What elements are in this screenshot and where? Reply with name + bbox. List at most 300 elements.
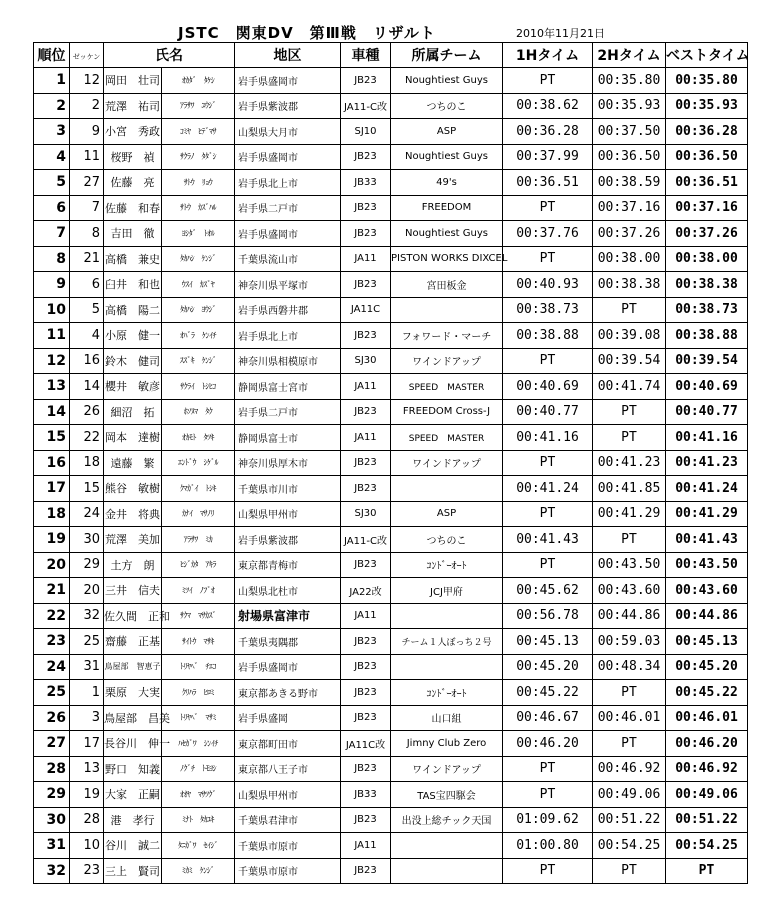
number-cell: 30 bbox=[70, 527, 104, 553]
number-cell: 25 bbox=[70, 629, 104, 655]
time1-cell: 00:36.28 bbox=[503, 119, 593, 145]
table-row bbox=[34, 425, 748, 451]
name-cell: 臼井 和也 bbox=[104, 272, 162, 298]
kana-cell: ﾉｸﾞﾁ ﾄﾓﾖｼ bbox=[162, 756, 235, 782]
area-cell: 岩手県盛岡市 bbox=[235, 654, 341, 680]
table-row bbox=[34, 782, 748, 808]
time2-cell: PT bbox=[593, 425, 666, 451]
results-body bbox=[34, 68, 748, 884]
time2-cell: 00:54.25 bbox=[593, 833, 666, 859]
position-cell: 21 bbox=[34, 578, 70, 604]
name-cell: 荒澤 祐司 bbox=[104, 93, 162, 119]
area-cell: 東京都町田市 bbox=[235, 731, 341, 757]
position-cell: 22 bbox=[34, 603, 70, 629]
best-time-cell: 00:38.38 bbox=[666, 272, 748, 298]
car-cell: JA11 bbox=[341, 603, 391, 629]
area-cell: 岩手県北上市 bbox=[235, 170, 341, 196]
table-row bbox=[34, 119, 748, 145]
number-cell: 29 bbox=[70, 552, 104, 578]
time1-cell: 00:38.73 bbox=[503, 297, 593, 323]
table-row bbox=[34, 374, 748, 400]
name-cell: 桜野 禎 bbox=[104, 144, 162, 170]
position-cell: 13 bbox=[34, 374, 70, 400]
table-row bbox=[34, 246, 748, 272]
time2-cell: 00:59.03 bbox=[593, 629, 666, 655]
kana-cell: ｴﾝﾄﾞｳ ｼｹﾞﾙ bbox=[162, 450, 235, 476]
time1-cell: 00:36.51 bbox=[503, 170, 593, 196]
area-cell: 岩手県西磐井郡 bbox=[235, 297, 341, 323]
car-cell: JB23 bbox=[341, 680, 391, 706]
time1-cell: 00:46.20 bbox=[503, 731, 593, 757]
name-cell: 野口 知義 bbox=[104, 756, 162, 782]
name-cell: 佐久間 正和 bbox=[104, 603, 162, 629]
name-cell: 岡本 達樹 bbox=[104, 425, 162, 451]
table-row bbox=[34, 348, 748, 374]
best-time-cell: 00:41.24 bbox=[666, 476, 748, 502]
time2-cell: 00:41.85 bbox=[593, 476, 666, 502]
header-row bbox=[34, 43, 748, 68]
time2-cell: 00:49.06 bbox=[593, 782, 666, 808]
time1-cell: PT bbox=[503, 246, 593, 272]
best-time-cell: 00:41.43 bbox=[666, 527, 748, 553]
position-cell: 6 bbox=[34, 195, 70, 221]
table-row bbox=[34, 68, 748, 94]
team-cell: ASP bbox=[391, 119, 503, 145]
car-cell: JB23 bbox=[341, 221, 391, 247]
area-cell: 山梨県大月市 bbox=[235, 119, 341, 145]
position-cell: 19 bbox=[34, 527, 70, 553]
time1-cell: PT bbox=[503, 348, 593, 374]
best-time-cell: 00:51.22 bbox=[666, 807, 748, 833]
team-cell: 宮田板金 bbox=[391, 272, 503, 298]
team-cell: TAS宝四駆会 bbox=[391, 782, 503, 808]
col-num-header-label: ゼッケン bbox=[72, 53, 101, 61]
time1-cell: 00:38.88 bbox=[503, 323, 593, 349]
team-cell bbox=[391, 833, 503, 859]
time1-cell: 01:00.80 bbox=[503, 833, 593, 859]
position-cell: 4 bbox=[34, 144, 70, 170]
time2-cell: 00:46.92 bbox=[593, 756, 666, 782]
area-cell: 静岡県富士宮市 bbox=[235, 374, 341, 400]
time1-cell: PT bbox=[503, 501, 593, 527]
best-time-cell: 00:40.69 bbox=[666, 374, 748, 400]
kana-cell: ｺﾐﾔ ﾋﾃﾞﾏｻ bbox=[162, 119, 235, 145]
best-time-cell: 00:45.20 bbox=[666, 654, 748, 680]
team-cell: Jimny Club Zero bbox=[391, 731, 503, 757]
best-time-cell: 00:54.25 bbox=[666, 833, 748, 859]
number-cell: 31 bbox=[70, 654, 104, 680]
table-row bbox=[34, 552, 748, 578]
time1-cell: 00:37.76 bbox=[503, 221, 593, 247]
team-cell: ワインドアップ bbox=[391, 450, 503, 476]
car-cell: SJ10 bbox=[341, 119, 391, 145]
time2-cell: 00:39.54 bbox=[593, 348, 666, 374]
best-time-cell: 00:38.88 bbox=[666, 323, 748, 349]
kana-cell: ｻｲﾄｳ ﾏｻｷ bbox=[162, 629, 235, 655]
area-cell: 千葉県流山市 bbox=[235, 246, 341, 272]
number-cell: 6 bbox=[70, 272, 104, 298]
team-cell: チーム１人ぼっち２号 bbox=[391, 629, 503, 655]
report-header bbox=[0, 0, 770, 42]
best-time-cell: 00:46.20 bbox=[666, 731, 748, 757]
kana-cell: ﾄﾘﾔﾍﾞ ﾏｻﾐ bbox=[162, 705, 235, 731]
area-cell: 千葉県市川市 bbox=[235, 476, 341, 502]
team-cell bbox=[391, 654, 503, 680]
time2-cell: 00:41.23 bbox=[593, 450, 666, 476]
time1-cell: PT bbox=[503, 552, 593, 578]
best-time-cell: 00:35.80 bbox=[666, 68, 748, 94]
best-time-cell: 00:45.13 bbox=[666, 629, 748, 655]
time2-cell: PT bbox=[593, 527, 666, 553]
area-cell: 岩手県盛岡 bbox=[235, 705, 341, 731]
best-time-cell: PT bbox=[666, 858, 748, 884]
area-cell: 山梨県北杜市 bbox=[235, 578, 341, 604]
table-row bbox=[34, 705, 748, 731]
number-cell: 22 bbox=[70, 425, 104, 451]
kana-cell: ｵﾊﾞﾗ ｹﾝｲﾁ bbox=[162, 323, 235, 349]
position-cell: 18 bbox=[34, 501, 70, 527]
best-time-cell: 00:49.06 bbox=[666, 782, 748, 808]
name-cell: 港 孝行 bbox=[104, 807, 162, 833]
position-cell: 25 bbox=[34, 680, 70, 706]
kana-cell: ｸﾘﾊﾗ ﾋﾛﾐ bbox=[162, 680, 235, 706]
team-cell: ｺﾝﾄﾞｰｵｰﾄ bbox=[391, 552, 503, 578]
time2-cell: 00:38.00 bbox=[593, 246, 666, 272]
team-cell: JCJ甲府 bbox=[391, 578, 503, 604]
kana-cell: ｵｶﾓﾄ ﾀﾂｷ bbox=[162, 425, 235, 451]
car-cell: JA11 bbox=[341, 425, 391, 451]
time1-cell: 01:09.62 bbox=[503, 807, 593, 833]
col-name-header: 氏名 bbox=[104, 43, 235, 68]
table-row bbox=[34, 731, 748, 757]
number-cell: 21 bbox=[70, 246, 104, 272]
team-cell: Noughtiest Guys bbox=[391, 68, 503, 94]
table-row bbox=[34, 297, 748, 323]
kana-cell: ｻｸﾗﾉ ﾀﾀﾞｼ bbox=[162, 144, 235, 170]
car-cell: JA22改 bbox=[341, 578, 391, 604]
position-cell: 31 bbox=[34, 833, 70, 859]
number-cell: 12 bbox=[70, 68, 104, 94]
time1-cell: PT bbox=[503, 858, 593, 884]
name-cell: 細沼 拓 bbox=[104, 399, 162, 425]
car-cell: JA11 bbox=[341, 833, 391, 859]
table-row bbox=[34, 756, 748, 782]
name-cell: 土方 朗 bbox=[104, 552, 162, 578]
number-cell: 16 bbox=[70, 348, 104, 374]
time2-cell: 00:36.50 bbox=[593, 144, 666, 170]
car-cell: JA11 bbox=[341, 374, 391, 400]
best-time-cell: 00:37.26 bbox=[666, 221, 748, 247]
team-cell: FREEDOM Cross-J bbox=[391, 399, 503, 425]
table-row bbox=[34, 807, 748, 833]
kana-cell: ｱﾗｻﾜ ﾐｶ bbox=[162, 527, 235, 553]
col-t2-header: 2Hタイム bbox=[593, 43, 666, 68]
team-cell bbox=[391, 476, 503, 502]
area-cell: 山梨県甲州市 bbox=[235, 501, 341, 527]
area-cell: 岩手県北上市 bbox=[235, 323, 341, 349]
name-cell: 佐藤 亮 bbox=[104, 170, 162, 196]
best-time-cell: 00:39.54 bbox=[666, 348, 748, 374]
name-cell: 熊谷 敏樹 bbox=[104, 476, 162, 502]
time1-cell: PT bbox=[503, 450, 593, 476]
col-num-header bbox=[70, 43, 104, 68]
kana-cell: ﾐﾅﾄ ﾀｶﾕｷ bbox=[162, 807, 235, 833]
kana-cell: ｻﾄｳ ﾘｮｳ bbox=[162, 170, 235, 196]
time1-cell: 00:40.69 bbox=[503, 374, 593, 400]
kana-cell: ｸﾏｶﾞｲ ﾄｼｷ bbox=[162, 476, 235, 502]
number-cell: 2 bbox=[70, 93, 104, 119]
number-cell: 4 bbox=[70, 323, 104, 349]
name-cell: 遠藤 繁 bbox=[104, 450, 162, 476]
time2-cell: PT bbox=[593, 680, 666, 706]
time1-cell: 00:41.16 bbox=[503, 425, 593, 451]
car-cell: JB23 bbox=[341, 654, 391, 680]
area-cell: 岩手県盛岡市 bbox=[235, 144, 341, 170]
position-cell: 20 bbox=[34, 552, 70, 578]
position-cell: 1 bbox=[34, 68, 70, 94]
time2-cell: 00:41.74 bbox=[593, 374, 666, 400]
name-cell: 大家 正嗣 bbox=[104, 782, 162, 808]
position-cell: 7 bbox=[34, 221, 70, 247]
car-cell: JB23 bbox=[341, 399, 391, 425]
area-cell: 東京都八王子市 bbox=[235, 756, 341, 782]
number-cell: 14 bbox=[70, 374, 104, 400]
team-cell bbox=[391, 297, 503, 323]
table-row bbox=[34, 93, 748, 119]
position-cell: 12 bbox=[34, 348, 70, 374]
car-cell: JB33 bbox=[341, 170, 391, 196]
kana-cell: ｻｸﾏ ﾏｻｶｽﾞ bbox=[162, 603, 235, 629]
position-cell: 15 bbox=[34, 425, 70, 451]
best-time-cell: 00:41.23 bbox=[666, 450, 748, 476]
best-time-cell: 00:36.50 bbox=[666, 144, 748, 170]
car-cell: JB33 bbox=[341, 782, 391, 808]
area-cell: 千葉県市原市 bbox=[235, 833, 341, 859]
position-cell: 14 bbox=[34, 399, 70, 425]
table-row bbox=[34, 654, 748, 680]
position-cell: 2 bbox=[34, 93, 70, 119]
area-cell: 山梨県甲州市 bbox=[235, 782, 341, 808]
number-cell: 13 bbox=[70, 756, 104, 782]
team-cell: FREEDOM bbox=[391, 195, 503, 221]
position-cell: 11 bbox=[34, 323, 70, 349]
best-time-cell: 00:44.86 bbox=[666, 603, 748, 629]
number-cell: 7 bbox=[70, 195, 104, 221]
time2-cell: PT bbox=[593, 297, 666, 323]
number-cell: 5 bbox=[70, 297, 104, 323]
name-cell: 鈴木 健司 bbox=[104, 348, 162, 374]
kana-cell: ｵｵﾔ ﾏｻﾂｸﾞ bbox=[162, 782, 235, 808]
car-cell: JA11-C改 bbox=[341, 93, 391, 119]
position-cell: 17 bbox=[34, 476, 70, 502]
team-cell bbox=[391, 858, 503, 884]
time2-cell: 00:38.38 bbox=[593, 272, 666, 298]
number-cell: 32 bbox=[70, 603, 104, 629]
team-cell: つちのこ bbox=[391, 93, 503, 119]
best-time-cell: 00:46.01 bbox=[666, 705, 748, 731]
table-row bbox=[34, 450, 748, 476]
table-row bbox=[34, 170, 748, 196]
time2-cell: 00:48.34 bbox=[593, 654, 666, 680]
number-cell: 24 bbox=[70, 501, 104, 527]
name-cell: 長谷川 伸一 bbox=[104, 731, 162, 757]
name-cell: 三上 賢司 bbox=[104, 858, 162, 884]
name-cell: 佐藤 和春 bbox=[104, 195, 162, 221]
table-row bbox=[34, 527, 748, 553]
car-cell: JA11-C改 bbox=[341, 527, 391, 553]
table-row bbox=[34, 578, 748, 604]
time2-cell: 00:43.50 bbox=[593, 552, 666, 578]
time1-cell: 00:40.93 bbox=[503, 272, 593, 298]
col-team-header: 所属チーム bbox=[391, 43, 503, 68]
col-best-header: ベストタイム bbox=[666, 43, 748, 68]
number-cell: 26 bbox=[70, 399, 104, 425]
time2-cell: 00:35.80 bbox=[593, 68, 666, 94]
car-cell: JA11C bbox=[341, 297, 391, 323]
number-cell: 20 bbox=[70, 578, 104, 604]
area-cell: 射場県富津市 bbox=[235, 603, 341, 629]
number-cell: 27 bbox=[70, 170, 104, 196]
area-cell: 千葉県夷隅郡 bbox=[235, 629, 341, 655]
time1-cell: PT bbox=[503, 195, 593, 221]
number-cell: 17 bbox=[70, 731, 104, 757]
time2-cell: 00:39.08 bbox=[593, 323, 666, 349]
best-time-cell: 00:38.73 bbox=[666, 297, 748, 323]
table-row bbox=[34, 476, 748, 502]
car-cell: JB23 bbox=[341, 323, 391, 349]
time2-cell: 00:37.50 bbox=[593, 119, 666, 145]
team-cell: SPEED MASTER bbox=[391, 425, 503, 451]
kana-cell: ﾄﾘﾔﾍﾞ ﾁｴｺ bbox=[162, 654, 235, 680]
number-cell: 11 bbox=[70, 144, 104, 170]
event-date: 2010年11月21日 bbox=[516, 27, 605, 40]
name-cell: 栗原 大実 bbox=[104, 680, 162, 706]
position-cell: 9 bbox=[34, 272, 70, 298]
time1-cell: 00:46.67 bbox=[503, 705, 593, 731]
name-cell: 岡田 壮司 bbox=[104, 68, 162, 94]
area-cell: 千葉県君津市 bbox=[235, 807, 341, 833]
team-cell: ASP bbox=[391, 501, 503, 527]
time2-cell: PT bbox=[593, 731, 666, 757]
position-cell: 23 bbox=[34, 629, 70, 655]
area-cell: 岩手県二戸市 bbox=[235, 399, 341, 425]
name-cell: 高橋 兼史 bbox=[104, 246, 162, 272]
time2-cell: 00:51.22 bbox=[593, 807, 666, 833]
name-cell: 小宮 秀政 bbox=[104, 119, 162, 145]
car-cell: JB23 bbox=[341, 552, 391, 578]
time2-cell: PT bbox=[593, 858, 666, 884]
time1-cell: 00:45.22 bbox=[503, 680, 593, 706]
kana-cell: ﾎｿﾇﾏ ﾀｸ bbox=[162, 399, 235, 425]
name-cell: 荒澤 美加 bbox=[104, 527, 162, 553]
kana-cell: ﾀﾆｶﾞﾜ ｾｲｼﾞ bbox=[162, 833, 235, 859]
position-cell: 28 bbox=[34, 756, 70, 782]
position-cell: 5 bbox=[34, 170, 70, 196]
area-cell: 岩手県盛岡市 bbox=[235, 68, 341, 94]
time1-cell: 00:38.62 bbox=[503, 93, 593, 119]
time2-cell: PT bbox=[593, 399, 666, 425]
time2-cell: 00:37.16 bbox=[593, 195, 666, 221]
best-time-cell: 00:46.92 bbox=[666, 756, 748, 782]
table-row bbox=[34, 603, 748, 629]
number-cell: 8 bbox=[70, 221, 104, 247]
table-row bbox=[34, 323, 748, 349]
car-cell: JB23 bbox=[341, 68, 391, 94]
kana-cell: ﾊｾｶﾞﾜ ｼﾝｲﾁ bbox=[162, 731, 235, 757]
number-cell: 18 bbox=[70, 450, 104, 476]
number-cell: 10 bbox=[70, 833, 104, 859]
kana-cell: ｻｸﾗｲ ﾄｼﾋｺ bbox=[162, 374, 235, 400]
best-time-cell: 00:36.28 bbox=[666, 119, 748, 145]
best-time-cell: 00:37.16 bbox=[666, 195, 748, 221]
name-cell: 三井 信夫 bbox=[104, 578, 162, 604]
best-time-cell: 00:38.00 bbox=[666, 246, 748, 272]
position-cell: 32 bbox=[34, 858, 70, 884]
team-cell: 出没上総チック天国 bbox=[391, 807, 503, 833]
team-cell: PISTON WORKS DIXCEL bbox=[391, 246, 503, 272]
kana-cell: ﾀｶﾊｼ ﾖｳｼﾞ bbox=[162, 297, 235, 323]
kana-cell: ｶﾅｲ ﾏｻﾉﾘ bbox=[162, 501, 235, 527]
time1-cell: 00:41.24 bbox=[503, 476, 593, 502]
area-cell: 岩手県紫波郡 bbox=[235, 93, 341, 119]
page-title: JSTC 関東DV 第Ⅲ戦 リザルト bbox=[178, 24, 436, 42]
car-cell: JA11C改 bbox=[341, 731, 391, 757]
time1-cell: 00:45.13 bbox=[503, 629, 593, 655]
area-cell: 静岡県富士市 bbox=[235, 425, 341, 451]
number-cell: 1 bbox=[70, 680, 104, 706]
area-cell: 神奈川県厚木市 bbox=[235, 450, 341, 476]
time2-cell: 00:38.59 bbox=[593, 170, 666, 196]
best-time-cell: 00:45.22 bbox=[666, 680, 748, 706]
best-time-cell: 00:41.16 bbox=[666, 425, 748, 451]
car-cell: JB23 bbox=[341, 144, 391, 170]
area-cell: 千葉県市原市 bbox=[235, 858, 341, 884]
car-cell: JB23 bbox=[341, 450, 391, 476]
time1-cell: PT bbox=[503, 782, 593, 808]
table-row bbox=[34, 501, 748, 527]
car-cell: JB23 bbox=[341, 807, 391, 833]
position-cell: 27 bbox=[34, 731, 70, 757]
position-cell: 10 bbox=[34, 297, 70, 323]
name-cell: 櫻井 敏彦 bbox=[104, 374, 162, 400]
time1-cell: 00:56.78 bbox=[503, 603, 593, 629]
best-time-cell: 00:35.93 bbox=[666, 93, 748, 119]
name-cell: 鳥屋部 智恵子 bbox=[104, 654, 162, 680]
kana-cell: ｱﾗｻﾜ ﾕｳｼﾞ bbox=[162, 93, 235, 119]
team-cell: ワインドアップ bbox=[391, 756, 503, 782]
time2-cell: 00:43.60 bbox=[593, 578, 666, 604]
position-cell: 26 bbox=[34, 705, 70, 731]
team-cell: ワインドアップ bbox=[391, 348, 503, 374]
table-row bbox=[34, 833, 748, 859]
area-cell: 岩手県二戸市 bbox=[235, 195, 341, 221]
name-cell: 金井 将典 bbox=[104, 501, 162, 527]
time2-cell: 00:46.01 bbox=[593, 705, 666, 731]
col-area-header: 地区 bbox=[235, 43, 341, 68]
col-pos-header: 順位 bbox=[34, 43, 70, 68]
kana-cell: ｳｽｲ ｶｽﾞﾔ bbox=[162, 272, 235, 298]
area-cell: 東京都あきる野市 bbox=[235, 680, 341, 706]
team-cell: 山口組 bbox=[391, 705, 503, 731]
results-table bbox=[33, 42, 748, 884]
time2-cell: 00:41.29 bbox=[593, 501, 666, 527]
name-cell: 鳥屋部 昌美 bbox=[104, 705, 162, 731]
best-time-cell: 00:43.50 bbox=[666, 552, 748, 578]
team-cell: 49's bbox=[391, 170, 503, 196]
car-cell: JB23 bbox=[341, 272, 391, 298]
area-cell: 神奈川県相模原市 bbox=[235, 348, 341, 374]
team-cell: フォワード・マーチ bbox=[391, 323, 503, 349]
